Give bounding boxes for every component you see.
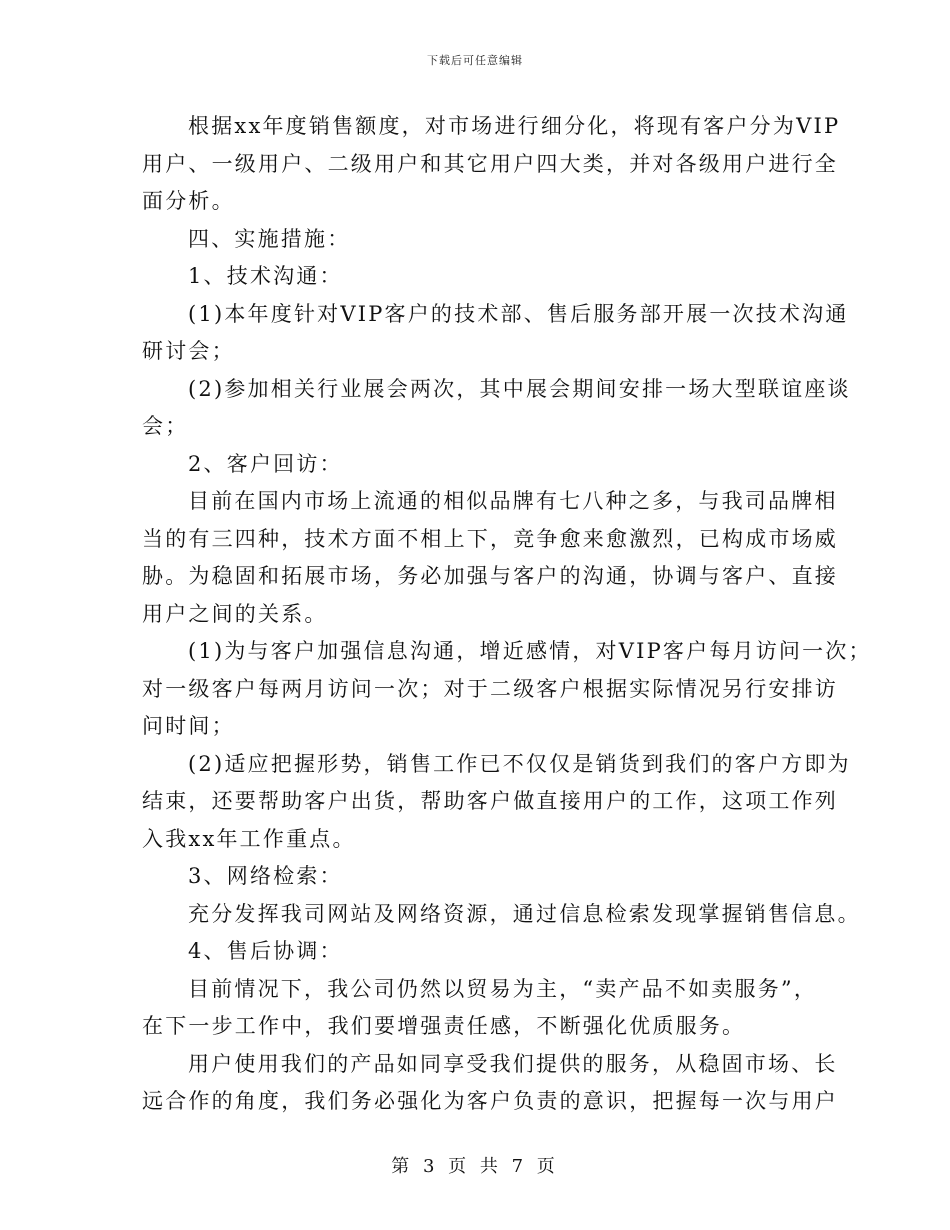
text-line: 当的有三四种，技术方面不相上下，竞争愈来愈激烈，已构成市场威 [142, 526, 838, 551]
text-line: 目前在国内市场上流通的相似品牌有七八种之多，与我司品牌相 [188, 489, 838, 513]
text-line: 会； [142, 414, 189, 438]
text-line: 根据xx年度销售额度，对市场进行细分化，将现有客户分为VIP [188, 114, 841, 138]
text-line: 用户之间的关系。 [142, 601, 328, 626]
text-line: 3、网络检索： [188, 864, 343, 888]
text-line: 远合作的角度，我们务必强化为客户负责的意识，把握每一次与用户 [142, 1089, 838, 1113]
text-line: 研讨会； [142, 339, 235, 363]
text-line: 入我xx年工作重点。 [142, 826, 356, 851]
text-line: 对一级客户每两月访问一次；对于二级客户根据实际情况另行安排访 [142, 676, 838, 701]
text-line: 四、实施措施： [188, 226, 351, 251]
text-line: 胁。为稳固和拓展市场，务必加强与客户的沟通，协调与客户、直接 [142, 564, 838, 588]
text-line: (1)为与客户加强信息沟通，增近感情，对VIP客户每月访问一次； [188, 639, 872, 663]
text-line: (2)参加相关行业展会两次，其中展会期间安排一场大型联谊座谈 [188, 376, 851, 401]
document-body [142, 108, 872, 1121]
text-line: 4、售后协调： [188, 939, 343, 963]
text-line: 面分析。 [142, 189, 235, 213]
page-header: 下载后可任意编辑 [427, 54, 523, 67]
text-line: 充分发挥我司网站及网络资源，通过信息检索发现掌握销售信息。 [188, 901, 861, 926]
text-line: 1、技术沟通： [188, 264, 343, 288]
text-line: 在下一步工作中，我们要增强责任感，不断强化优质服务。 [142, 1014, 746, 1038]
text-line: 目前情况下，我公司仍然以贸易为主，“卖产品不如卖服务”， [188, 976, 818, 1001]
text-line: 结束，还要帮助客户出货，帮助客户做直接用户的工作，这项工作列 [142, 789, 838, 813]
page-number-footer: 第 3 页 共 7 页 [391, 1156, 559, 1177]
text-line: (1)本年度针对VIP客户的技术部、售后服务部开展一次技术沟通 [188, 301, 849, 326]
text-line: 用户使用我们的产品如同享受我们提供的服务，从稳固市场、长 [188, 1051, 838, 1076]
text-line: 2、客户回访： [188, 451, 343, 476]
text-line: 问时间； [142, 714, 235, 738]
text-line: 用户、一级用户、二级用户和其它用户四大类，并对各级用户进行全 [142, 151, 838, 176]
text-line: (2)适应把握形势，销售工作已不仅仅是销货到我们的客户方即为 [188, 751, 851, 776]
